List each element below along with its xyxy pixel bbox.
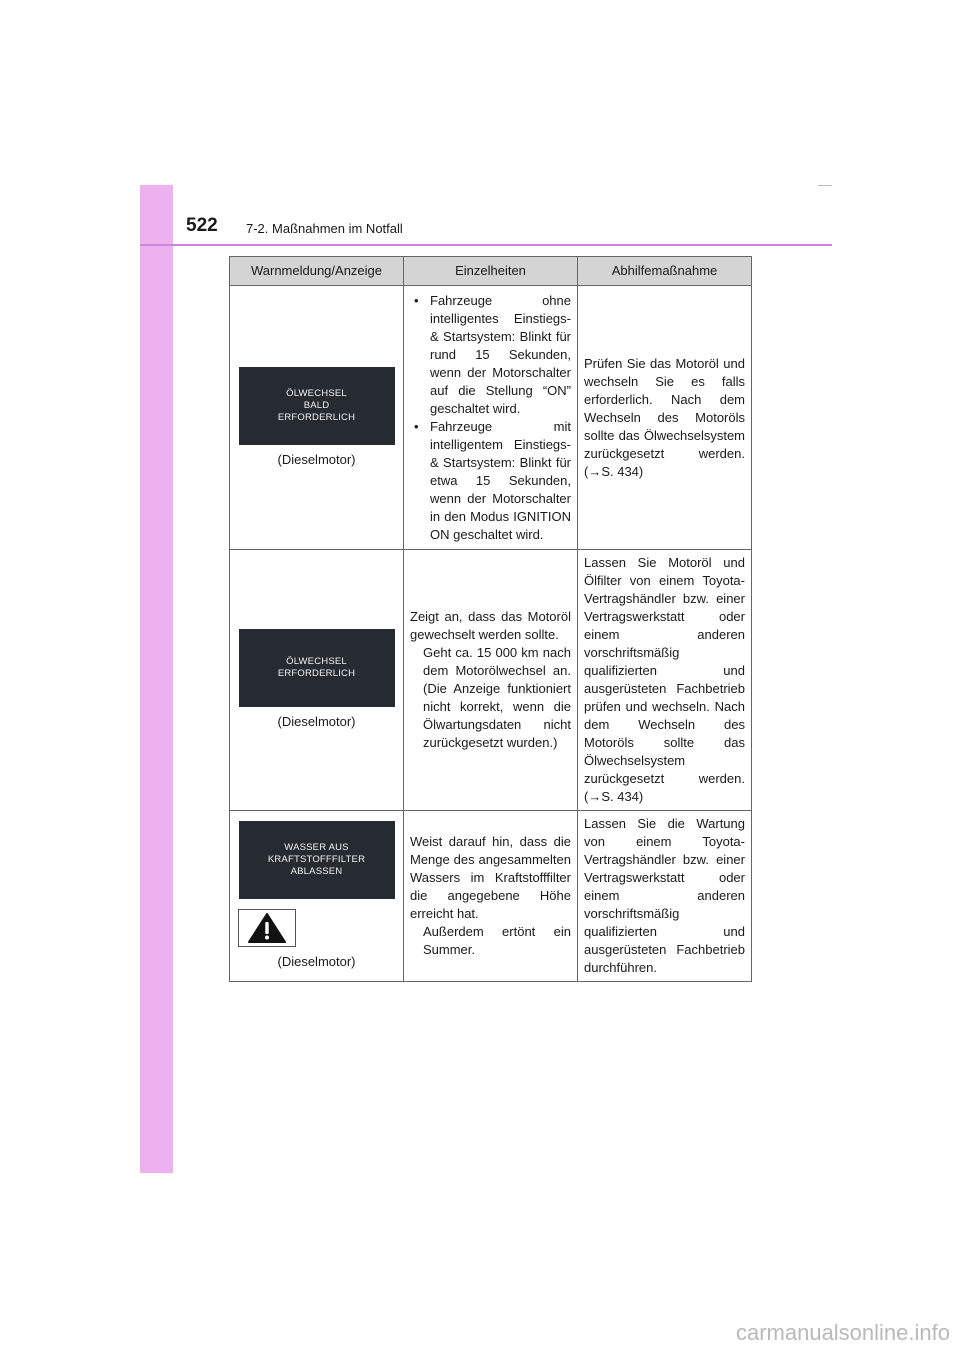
table-row xyxy=(230,811,752,982)
column-header-action: Abhilfemaßnahme xyxy=(578,257,752,286)
display-line: BALD xyxy=(303,399,330,411)
column-header-warning: Warnmeldung/Anzeige xyxy=(230,257,404,286)
warning-cell xyxy=(230,550,404,811)
display-line: ERFORDERLICH xyxy=(277,668,356,679)
display-line: ÖLWECHSEL xyxy=(286,656,347,667)
chapter-sidebar-tab xyxy=(140,185,173,1173)
action-cell: Lassen Sie die Wartung von einem Toyota-Vertragshändler bzw. einer Vertragswerkstatt oder einem anderen vorschriftsmäßig qualifizierten und ausgerüsteten Fachbetrieb durchführen. xyxy=(578,811,752,982)
details-more: Geht ca. 15 000 km nach dem Motorölwechsel an. (Die Anzeige funktioniert nicht korrekt, wenn die Ölwartungsdaten nicht zurückgesetzt wurden.) xyxy=(423,645,571,750)
display-line: ÖLWECHSEL xyxy=(286,387,347,399)
display-line: ABLASSEN xyxy=(290,866,343,877)
engine-caption: (Dieselmotor) xyxy=(277,954,356,969)
warning-triangle-icon xyxy=(238,909,296,947)
details-cell xyxy=(404,811,578,982)
column-header-details: Einzelheiten xyxy=(404,257,578,286)
table-header-row xyxy=(230,257,752,286)
display-message-oil-change-required xyxy=(239,629,395,707)
warning-table xyxy=(229,256,752,982)
warning-cell xyxy=(230,811,404,982)
page-number: 522 xyxy=(186,215,218,236)
details-cell xyxy=(404,550,578,811)
table-row xyxy=(230,550,752,811)
display-message-drain-water xyxy=(239,821,395,899)
details-more: Außerdem ertönt ein Summer. xyxy=(423,924,571,957)
header-rule xyxy=(140,244,832,246)
details-cell xyxy=(404,286,578,550)
section-title: 7-2. Maßnahmen im Notfall xyxy=(246,221,403,236)
action-cell: Lassen Sie Motoröl und Ölfilter von einem Toyota-Vertragshändler bzw. einer Vertragswerkstatt oder einem anderen vorschriftsmäßig qualifizierten und ausgerüsteten Fachbetrieb prüfen und wechseln. Nach dem Wechseln des Motoröls sollte das Ölwechselsystem zurückgesetzt werden. (→S. 434) xyxy=(578,550,752,811)
display-message-oil-change-soon xyxy=(239,367,395,445)
display-line: WASSER AUS xyxy=(284,842,349,853)
details-intro: Zeigt an, dass das Motoröl gewechselt werden sollte. xyxy=(410,609,571,642)
engine-caption: (Dieselmotor) xyxy=(277,714,356,729)
display-line: KRAFTSTOFFFILTER xyxy=(267,854,366,865)
warning-cell xyxy=(230,286,404,550)
display-line: ERFORDERLICH xyxy=(277,411,356,423)
action-cell: Prüfen Sie das Motoröl und wechseln Sie es falls erforderlich. Nach dem Wechseln des Motoröls sollte das Ölwechselsystem zurückgesetzt werden. (→S. 434) xyxy=(578,286,752,550)
engine-caption: (Dieselmotor) xyxy=(277,451,356,467)
details-bullet: • Fahrzeuge ohne intelligentes Einstiegs- & Startsystem: Blinkt für rund 15 Sekunden, wenn der Motorschalter auf die Stellung “ON” geschaltet wird. xyxy=(410,292,571,418)
details-intro: Weist darauf hin, dass die Menge des angesammelten Wassers im Kraftstofffilter die angegebene Höhe erreicht hat. xyxy=(410,834,571,921)
crop-mark xyxy=(818,185,832,186)
details-bullet: • Fahrzeuge mit intelligentem Einstiegs- & Startsystem: Blinkt für etwa 15 Sekunden, wenn der Motorschalter in den Modus IGNITION ON geschaltet wird. xyxy=(410,418,571,544)
details-list xyxy=(410,292,571,544)
watermark: carmanualsonline.info xyxy=(735,1320,950,1345)
table-row xyxy=(230,286,752,550)
